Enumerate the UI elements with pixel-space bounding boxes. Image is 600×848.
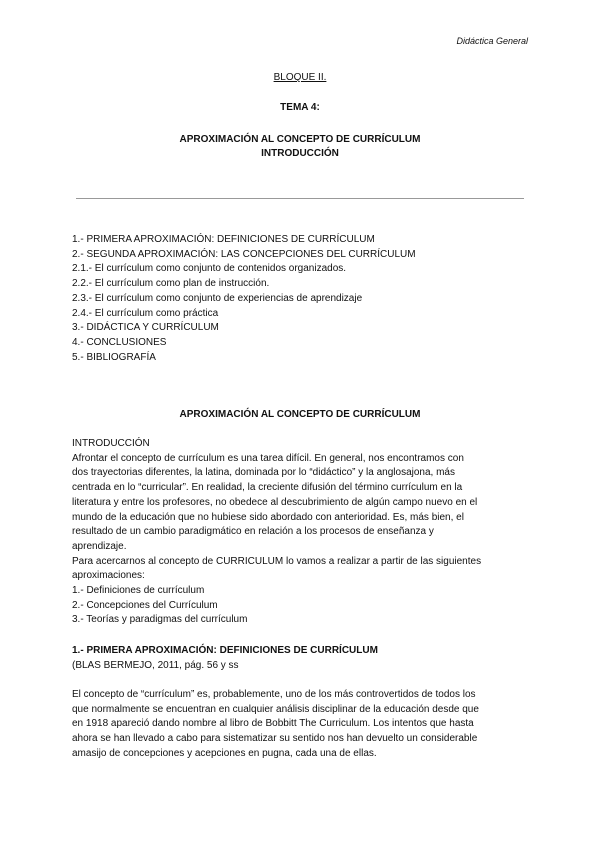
- section-title: APROXIMACIÓN AL CONCEPTO DE CURRÍCULUM: [179, 409, 421, 420]
- horizontal-divider: [76, 198, 524, 199]
- topic-label: TEMA 4:: [280, 102, 320, 113]
- toc-item: 2.2.- El currículum como plan de instrucción.: [72, 278, 270, 290]
- list-item: 1.- Definiciones de currículum: [72, 585, 205, 597]
- title-line: APROXIMACIÓN AL CONCEPTO DE CURRÍCULUM: [179, 134, 421, 145]
- citation: (BLAS BERMEJO, 2011, pág. 56 y ss: [72, 659, 239, 671]
- section-1-header: [72, 644, 532, 673]
- toc-item: 4.- CONCLUSIONES: [72, 336, 167, 348]
- list-item: 3.- Teorías y paradigmas del currículum: [72, 614, 248, 626]
- text-line: centrada en lo “curricular”. En realidad, la creciente difusión del término currículum en la: [72, 482, 463, 494]
- text-line: amasijo de concepciones y acepciones en pugna, cada una de ellas.: [72, 747, 377, 759]
- toc-item: 2.3.- El currículum como conjunto de experiencias de aprendizaje: [72, 292, 363, 304]
- toc-item: 5.- BIBLIOGRAFÍA: [72, 351, 156, 363]
- text-line: literatura y entre los profesores, no obedece al descubrimiento de algún campo nuevo en el: [72, 496, 478, 508]
- text-line: que normalmente se encuentran en cualquier análisis disciplinar de la educación desde que: [72, 703, 479, 715]
- document-title: [70, 133, 530, 161]
- text-line: dos trayectorias diferentes, la latina, dominada por lo “didáctico” y la anglosajona, más: [72, 467, 455, 479]
- text-line: aproximaciones:: [72, 570, 145, 582]
- toc-item: 3.- DIDÁCTICA Y CURRÍCULUM: [72, 322, 219, 334]
- text-line: mundo de la educación que no hubiese sido abordado con anterioridad. Es, más bien, el: [72, 511, 464, 523]
- toc-item: 2.4.- El currículum como práctica: [72, 307, 219, 319]
- text-line: aprendizaje.: [72, 540, 127, 552]
- toc-item: 2.1.- El currículum como conjunto de contenidos organizados.: [72, 263, 347, 275]
- list-item: 2.- Concepciones del Currículum: [72, 599, 218, 611]
- section-1-heading: 1.- PRIMERA APROXIMACIÓN: DEFINICIONES DE CURRÍCULUM: [72, 645, 378, 656]
- subtitle-line: INTRODUCCIÓN: [261, 148, 339, 159]
- section-1-paragraph: [72, 688, 532, 762]
- intro-heading: INTRODUCCIÓN: [72, 438, 150, 449]
- text-line: resultado de un cambio paradigmático en relación a los procesos de enseñanza y: [72, 526, 434, 538]
- block-label: BLOQUE II.: [273, 72, 327, 83]
- toc-item: 2.- SEGUNDA APROXIMACIÓN: LAS CONCEPCIONES DEL CURRÍCULUM: [72, 248, 416, 260]
- table-of-contents: [72, 233, 416, 365]
- text-line: El concepto de “currículum” es, probablemente, uno de los más controvertidos de todos los: [72, 689, 476, 700]
- introduction-section: [72, 437, 532, 628]
- toc-item: 1.- PRIMERA APROXIMACIÓN: DEFINICIONES DE CURRÍCULUM: [72, 234, 375, 245]
- document-header: Didáctica General: [456, 36, 528, 46]
- text-line: Afrontar el concepto de currículum es una tarea difícil. En general, nos encontramos con: [72, 452, 464, 464]
- text-line: ahora se han llevado a cabo para sistematizar su sentido nos han devuelto un considerable: [72, 733, 478, 745]
- text-line: en 1918 apareció dando nombre al libro de Bobbitt The Curriculum. Los intentos que hasta: [72, 718, 474, 730]
- text-line: Para acercarnos al concepto de CURRICULUM lo vamos a realizar a partir de las siguientes: [72, 555, 482, 567]
